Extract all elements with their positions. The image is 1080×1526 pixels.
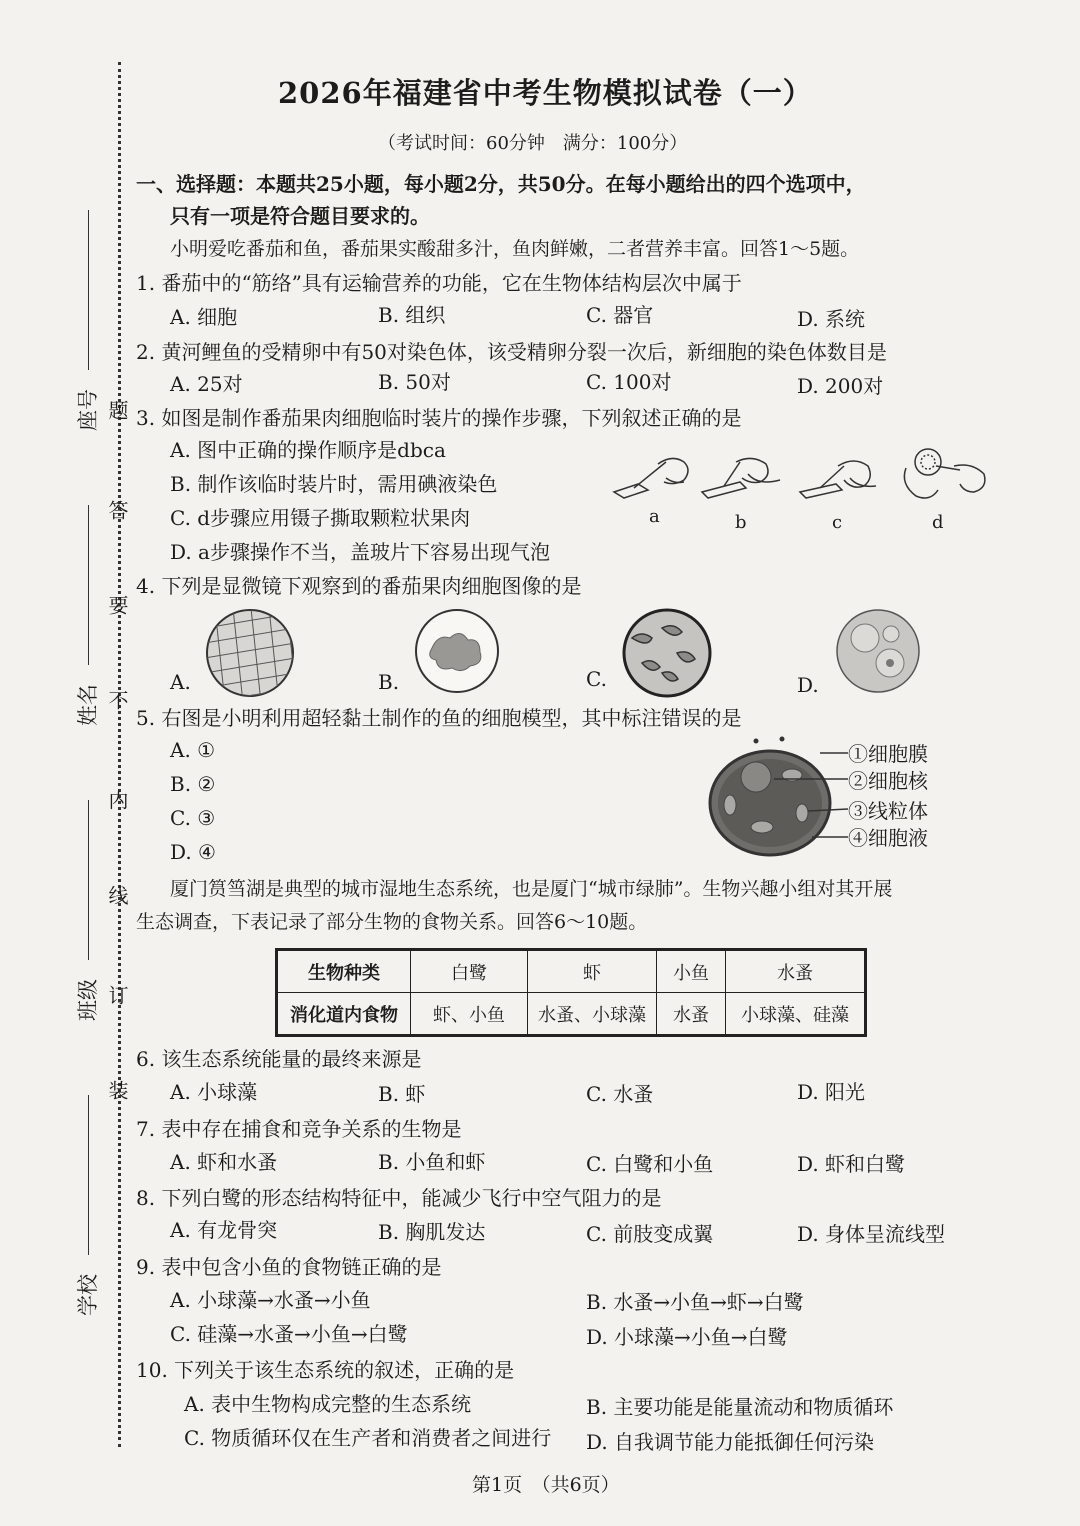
q7-option-d: D. 虾和白鹭 [797, 1152, 906, 1176]
table-cell: 水蚤 [726, 950, 866, 993]
intro-paragraph-1: 小明爱吃番茄和鱼，番茄果实酸甜多汁，鱼肉鲜嫩，二者营养丰富。回答1～5题。 [170, 238, 860, 260]
table-cell: 消化道内食物 [277, 993, 411, 1036]
school-label: 学校 [76, 1274, 100, 1316]
section-heading-line1: 一、选择题：本题共25小题，每小题2分，共50分。在每小题给出的四个选项中， [136, 172, 866, 196]
q10-option-a: A. 表中生物构成完整的生态系统 [184, 1392, 472, 1416]
q3-fig-label-d: d [932, 512, 944, 533]
q5-option-a: A. ① [170, 738, 216, 762]
q6-option-a: A. 小球藻 [170, 1080, 258, 1104]
q4-image-c [622, 608, 712, 698]
exam-info: （考试时间：60分钟 满分：100分） [378, 133, 688, 154]
school-line [88, 1095, 89, 1255]
q8-option-b: B. 胸肌发达 [378, 1220, 486, 1244]
q9-stem: 9. 表中包含小鱼的食物链正确的是 [136, 1255, 442, 1279]
seat-number-label: 座号 [76, 389, 100, 431]
q9-option-c: C. 硅藻→水蚤→小鱼→白鹭 [170, 1322, 408, 1346]
q4-stem: 4. 下列是显微镜下观察到的番茄果肉细胞图像的是 [136, 574, 582, 598]
table-row [277, 993, 866, 1036]
table-cell: 虾 [528, 950, 657, 993]
class-line [88, 800, 89, 960]
q3-steps-figure [608, 448, 998, 508]
q8-option-c: C. 前肢变成翼 [586, 1222, 714, 1246]
q5-label-1: ①细胞膜 [848, 742, 928, 766]
table-cell: 白鹭 [411, 950, 528, 993]
table-cell: 生物种类 [277, 950, 411, 993]
q7-stem: 7. 表中存在捕食和竞争关系的生物是 [136, 1117, 462, 1141]
q3-stem: 3. 如图是制作番茄果肉细胞临时装片的操作步骤，下列叙述正确的是 [136, 406, 742, 430]
margin-char-ti: 题 [105, 400, 129, 420]
q3-option-c: C. d步骤应用镊子撕取颗粒状果肉 [170, 506, 471, 530]
q3-fig-label-b: b [735, 512, 747, 533]
q5-option-d: D. ④ [170, 840, 216, 864]
q5-stem: 5. 右图是小明利用超轻黏土制作的鱼的细胞模型，其中标注错误的是 [136, 706, 742, 730]
table-cell: 水蚤、小球藻 [528, 993, 657, 1036]
page-title: 2026年福建省中考生物模拟试卷（一） [278, 76, 813, 110]
table-cell: 虾、小鱼 [411, 993, 528, 1036]
step-a-drawing [614, 458, 688, 498]
q4-image-a [205, 608, 295, 698]
q4-image-d [835, 608, 921, 694]
margin-char-nei: 内 [105, 790, 129, 810]
margin-char-da: 答 [105, 500, 129, 520]
q4-image-b [414, 608, 500, 694]
q9-option-a: A. 小球藻→水蚤→小鱼 [170, 1288, 371, 1312]
q8-option-a: A. 有龙骨突 [170, 1218, 278, 1242]
margin-char-xian: 线 [105, 885, 129, 905]
intro-paragraph-2-line2: 生态调查，下表记录了部分生物的食物关系。回答6～10题。 [136, 911, 648, 933]
q8-stem: 8. 下列白鹭的形态结构特征中，能减少飞行中空气阻力的是 [136, 1186, 662, 1210]
step-b-drawing [702, 458, 780, 498]
section-heading-line2: 只有一项是符合题目要求的。 [170, 204, 430, 228]
q10-stem: 10. 下列关于该生态系统的叙述，正确的是 [136, 1358, 515, 1382]
margin-char-bu: 不 [105, 690, 129, 710]
q2-option-b: B. 50对 [378, 370, 451, 394]
q4-option-a: A. [170, 670, 191, 694]
q1-option-b: B. 组织 [378, 303, 446, 327]
q7-option-a: A. 虾和水蚤 [170, 1150, 278, 1174]
q4-option-b: B. [378, 670, 400, 694]
q7-option-b: B. 小鱼和虾 [378, 1150, 486, 1174]
q2-option-d: D. 200对 [797, 374, 884, 398]
q5-option-b: B. ② [170, 772, 216, 796]
table-header-row [277, 950, 866, 993]
q4-option-c: C. [586, 667, 607, 691]
q5-label-3: ③线粒体 [848, 799, 928, 823]
q9-option-d: D. 小球藻→小鱼→白鹭 [586, 1325, 788, 1349]
seat-number-line [88, 210, 89, 370]
q6-option-c: C. 水蚤 [586, 1082, 654, 1106]
margin-char-yao: 要 [105, 595, 129, 615]
q6-option-d: D. 阳光 [797, 1080, 866, 1104]
q1-stem: 1. 番茄中的“筋络”具有运输营养的功能，它在生物体结构层次中属于 [136, 271, 742, 295]
name-line [88, 505, 89, 665]
q5-label-4: ④细胞液 [848, 826, 928, 850]
q1-option-a: A. 细胞 [170, 305, 238, 329]
q8-option-d: D. 身体呈流线型 [797, 1222, 946, 1246]
class-label: 班级 [76, 979, 100, 1021]
q5-option-c: C. ③ [170, 806, 216, 830]
page-footer: 第1页 （共6页） [472, 1474, 620, 1496]
q3-option-b: B. 制作该临时装片时，需用碘液染色 [170, 472, 498, 496]
table-cell: 小鱼 [657, 950, 726, 993]
q10-option-b: B. 主要功能是能量流动和物质循环 [586, 1395, 894, 1419]
q3-fig-label-c: c [832, 512, 843, 533]
q5-label-2: ②细胞核 [848, 769, 928, 793]
q3-option-d: D. a步骤操作不当，盖玻片下容易出现气泡 [170, 540, 550, 564]
binding-dotted-line [118, 62, 121, 1447]
q2-stem: 2. 黄河鲤鱼的受精卵中有50对染色体，该受精卵分裂一次后，新细胞的染色体数目是 [136, 340, 887, 364]
q10-option-c: C. 物质循环仅在生产者和消费者之间进行 [184, 1426, 552, 1450]
q5-cell-model-figure [700, 735, 850, 860]
q1-option-c: C. 器官 [586, 303, 654, 327]
q7-option-c: C. 白鹭和小鱼 [586, 1152, 714, 1176]
q1-option-d: D. 系统 [797, 307, 866, 331]
q3-option-a: A. 图中正确的操作顺序是dbca [170, 438, 446, 462]
q3-fig-label-a: a [649, 506, 660, 527]
q10-option-d: D. 自我调节能力能抵御任何污染 [586, 1430, 875, 1454]
food-relationship-table [275, 948, 867, 1037]
margin-char-ding: 订 [105, 985, 129, 1005]
q9-option-b: B. 水蚤→小鱼→虾→白鹭 [586, 1290, 804, 1314]
q2-option-c: C. 100对 [586, 370, 672, 394]
intro-paragraph-2-line1: 厦门筼筜湖是典型的城市湿地生态系统，也是厦门“城市绿肺”。生物兴趣小组对其开展 [170, 878, 893, 900]
q6-option-b: B. 虾 [378, 1082, 426, 1106]
q6-stem: 6. 该生态系统能量的最终来源是 [136, 1047, 422, 1071]
q4-option-d: D. [797, 673, 819, 697]
margin-char-zhuang: 装 [105, 1080, 129, 1100]
table-cell: 小球藻、硅藻 [726, 993, 866, 1036]
step-c-drawing [800, 461, 876, 498]
name-label: 姓名 [76, 684, 100, 726]
q2-option-a: A. 25对 [170, 372, 243, 396]
table-cell: 水蚤 [657, 993, 726, 1036]
step-d-drawing [904, 449, 985, 498]
